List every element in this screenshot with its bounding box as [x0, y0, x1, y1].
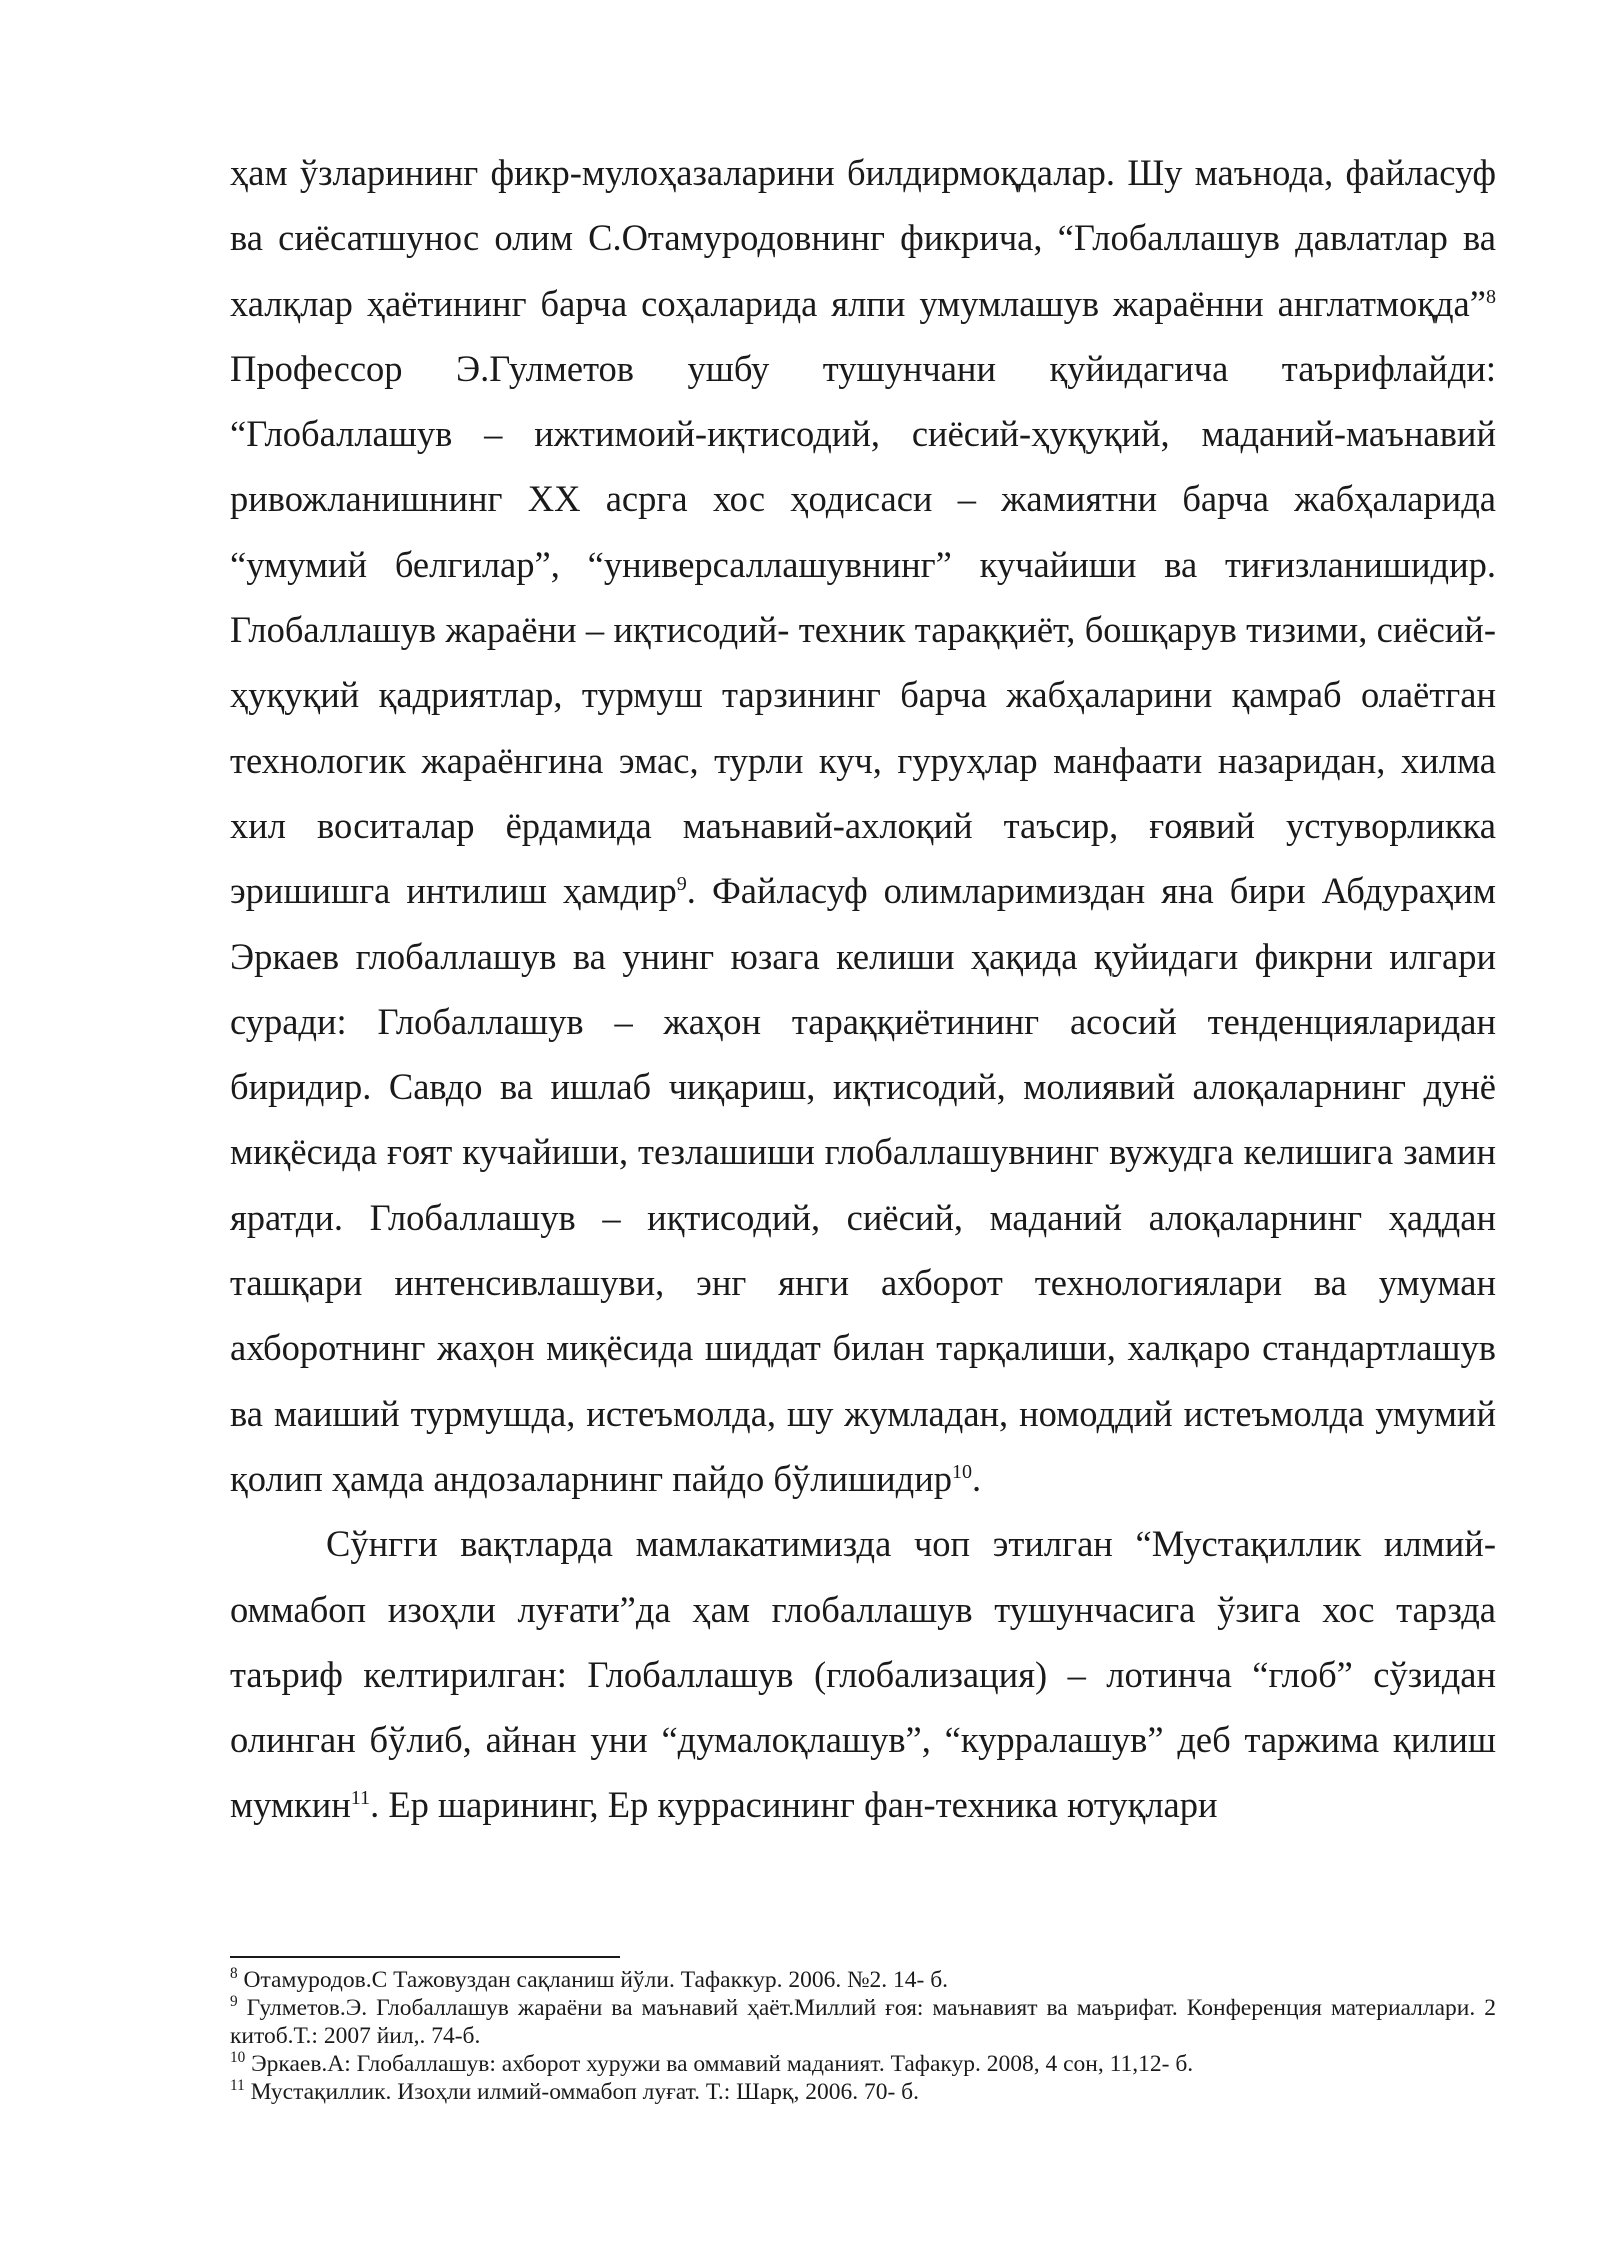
- body-paragraph: [230, 1511, 1496, 1837]
- footnote-number: 10: [230, 2049, 246, 2067]
- footnote: [230, 1994, 1496, 2050]
- body-text: [230, 140, 1496, 1838]
- footnote-reference: 8: [1485, 285, 1496, 308]
- text-segment: ҳам ўзларининг фикр-мулоҳазаларини билдирмоқдалар. Шу маънода, файласуф ва сиёсатшунос олим С.Отамуродовнинг фикрича, “Глобаллашув давлатлар ва халқлар ҳаётининг барча соҳаларида ялпи умумлашув жараённи англатмоқда”: [230, 152, 1496, 324]
- text-segment: Профессор Э.Гулметов ушбу тушунчани қуйидагича таърифлайди: “Глобаллашув – ижтимоий-иқтисодий, сиёсий-ҳуқуқий, маданий-маънавий ривожланишнинг XX асрга хос ҳодисаси – жамиятни барча жабҳаларида “умумий белгилар”, “универсаллашувнинг” кучайиши ва тиғизланишидир. Глобаллашув жараёни – иқтисодий- техник тараққиёт, бошқарув тизими, сиёсий-ҳуқуқий қадриятлар, турмуш тарзининг барча жабҳаларини қамраб олаётган технологик жараёнгина эмас, турли куч, гуруҳлар манфаати назаридан, хилма хил воситалар ёрдамида маънавий-ахлоқий таъсир, ғоявий устуворликка эришишга интилиш ҳамдир: [230, 347, 1496, 912]
- footnote-number: 8: [230, 1965, 238, 1983]
- footnote: [230, 2050, 1496, 2078]
- footnote-reference: 10: [951, 1460, 973, 1483]
- text-segment: Сўнгги вақтларда мамлакатимизда чоп этилган “Мустақиллик илмий-оммабоп изоҳли луғати”да ҳам глобаллашув тушунчасига ўзига хос тарзда таъриф келтирилган: Глобаллашув (глобализация) – лотинча “глоб” сўзидан олинган бўлиб, айнан уни “думалоқлашув”, “курралашув” деб таржима қилиш мумкин: [230, 1523, 1496, 1826]
- footnote: [230, 1966, 1496, 1994]
- text-segment: .: [972, 1457, 982, 1499]
- footnote-text: Гулметов.Э. Глобаллашув жараёни ва маънавий ҳаёт.Миллий ғоя: маънавият ва маърифат. Конференция материаллари. 2 китоб.Т.: 2007 йил,. 74-б.: [230, 1995, 1496, 2049]
- footnote-text: Отамуродов.С Тажовуздан сақланиш йўли. Тафаккур. 2006. №2. 14- б.: [237, 1967, 949, 1993]
- footnote-reference: 11: [350, 1787, 371, 1810]
- text-segment: . Файласуф олимларимиздан яна бири Абдураҳим Эркаев глобаллашув ва унинг юзага келиши ҳақида қуйидаги фикрни илгари суради: Глобаллашув – жаҳон тараққиётининг асосий тенденцияларидан биридир. Савдо ва ишлаб чиқариш, иқтисодий, молиявий алоқаларнинг дунё миқёсида ғоят кучайиши, тезлашиши глобаллашувнинг вужудга келишига замин яратди. Глобаллашув – иқтисодий, сиёсий, маданий алоқаларнинг ҳаддан ташқари интенсивлашуви, энг янги ахборот технологиялари ва умуман ахборотнинг жаҳон миқёсида шиддат билан тарқалиши, халқаро стандартлашув ва маиший турмушда, истеъмолда, шу жумладан, номоддий истеъмолда умумий қолип ҳамда андозаларнинг пайдо бўлишидир: [230, 870, 1497, 1499]
- footnote-reference: 9: [676, 873, 687, 896]
- text-segment: . Ер шарининг, Ер куррасининг фан-техника ютуқлари: [370, 1784, 1218, 1826]
- footnote-number: 9: [230, 1993, 238, 2011]
- footnote-number: 11: [230, 2077, 245, 2095]
- footnote-separator: [230, 1956, 620, 1958]
- body-paragraph: [230, 140, 1496, 1511]
- footnotes: [230, 1966, 1496, 2106]
- footnote-text: Эркаев.А: Глобаллашув: ахборот хуружи ва оммавий маданият. Тафакур. 2008, 4 сон, 11,12- б.: [245, 2051, 1194, 2077]
- footnote: [230, 2078, 1496, 2106]
- footnote-text: Мустақиллик. Изоҳли илмий-оммабоп луғат. Т.: Шарқ, 2006. 70- б.: [244, 2079, 919, 2105]
